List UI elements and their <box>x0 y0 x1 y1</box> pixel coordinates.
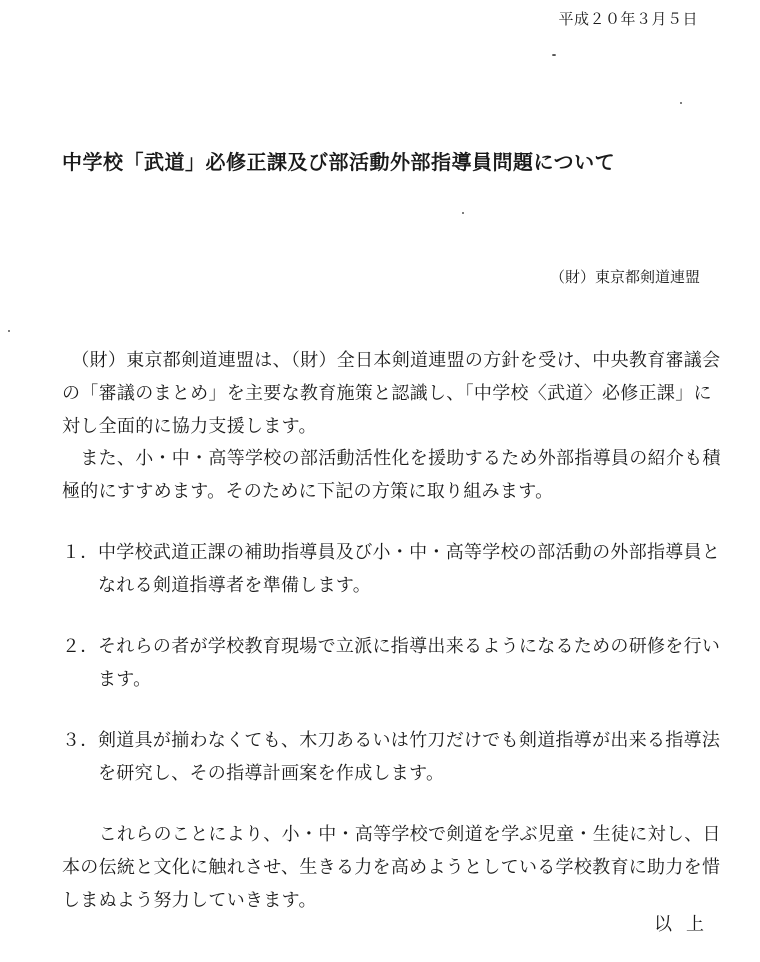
paragraph-indent <box>62 350 80 371</box>
list-item-text: 剣道具が揃わなくても、木刀あるいは竹刀だけでも剣道指導が出来る指導法を研究し、その指導計画案を作成します。 <box>98 730 721 784</box>
list-item-number: １． <box>62 542 99 563</box>
list-item-number: ３． <box>62 730 99 751</box>
list-item-number: ２． <box>62 636 99 657</box>
closing-mark: 以上 <box>654 914 718 935</box>
intro-paragraph-text: （財）東京都剣道連盟は、（財）全日本剣道連盟の方針を受け、中央教育審議会の「審議のまとめ」を主要な教育施策と認識し、「中学校〈武道〉必修正課」に対し全面的に協力支援します。 <box>62 350 721 437</box>
intro-paragraph <box>62 344 722 443</box>
list-item-text: それらの者が学校教育現場で立派に指導出来るようになるための研修を行います。 <box>98 636 721 690</box>
document-title: 中学校「武道」必修正課及び部活動外部指導員問題について <box>62 150 616 174</box>
document-date: 平成２０年３月５日 <box>558 10 698 28</box>
second-paragraph <box>62 442 722 508</box>
concluding-paragraph <box>62 818 722 917</box>
scan-speck <box>8 330 10 332</box>
paragraph-indent <box>62 824 99 845</box>
second-paragraph-text: また、小・中・高等学校の部活動活性化を援助するため外部指導員の紹介も積極的にすすめます。そのために下記の方策に取り組みます。 <box>62 448 721 502</box>
concluding-paragraph-text: これらのことにより、小・中・高等学校で剣道を学ぶ児童・生徒に対し、日本の伝統と文化に触れさせ、生きる力を高めようとしている学校教育に助力を惜しまぬよう努力していきます。 <box>62 824 721 911</box>
scan-speck <box>462 212 464 214</box>
scan-speck <box>552 54 556 56</box>
list-item-text: 中学校武道正課の補助指導員及び小・中・高等学校の部活動の外部指導員となれる剣道指導者を準備します。 <box>98 542 721 596</box>
list-item <box>62 630 722 696</box>
paragraph-indent <box>62 448 80 469</box>
list-item <box>62 536 722 602</box>
sender-organization: （財）東京都剣道連盟 <box>549 268 700 286</box>
list-item <box>62 724 722 790</box>
scan-speck <box>680 102 682 104</box>
